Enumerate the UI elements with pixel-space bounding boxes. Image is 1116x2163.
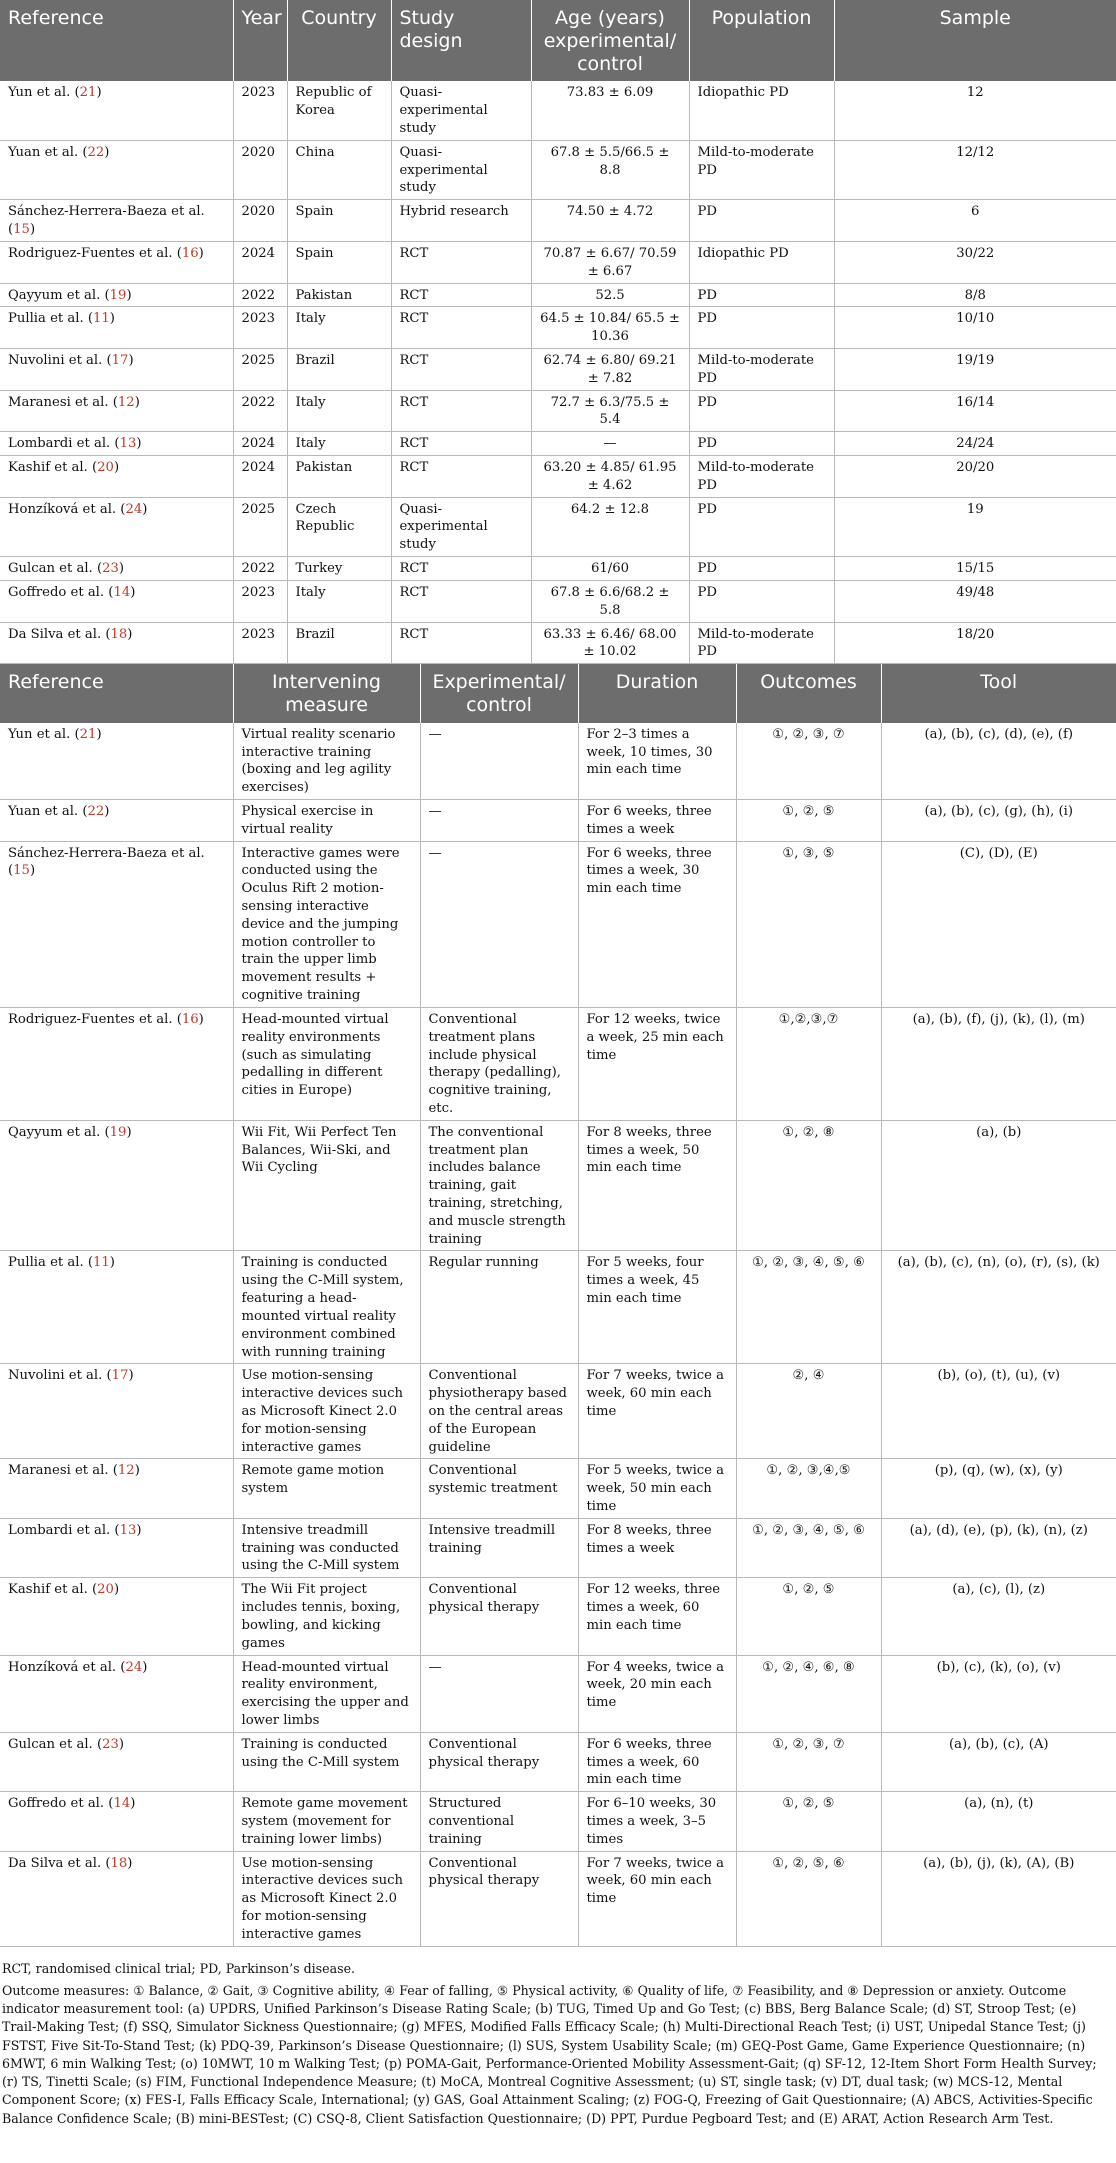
intervening-measure-cell: Remote game motion system [233,1459,420,1518]
header-study-design: Study design [391,0,531,81]
duration-cell: For 8 weeks, three times a week [578,1518,736,1577]
year-cell: 2023 [233,622,287,664]
reference-cell: Gulcan et al. (23) [0,557,233,581]
experimental-control-cell: Regular running [420,1251,578,1364]
reference-cell: Kashif et al. (20) [0,1578,233,1655]
age-cell: — [531,432,689,456]
table-row [0,497,1116,556]
study-design-cell: Hybrid research [391,200,531,242]
citation-link[interactable]: 20 [97,460,114,476]
reference-cell: Maranesi et al. (12) [0,1459,233,1518]
header-reference: Reference [0,0,233,81]
reference-author: Da Silva et al. ( [8,626,111,642]
table-footnotes [0,1947,1116,2128]
year-cell: 2020 [233,140,287,199]
year-cell: 2024 [233,241,287,283]
study-design-cell: RCT [391,348,531,390]
year-cell: 2022 [233,390,287,432]
reference-author: Qayyum et al. ( [8,1124,110,1140]
population-cell: Mild-to-moderate PD [689,348,834,390]
table1-header-row [0,0,1116,81]
duration-cell: For 6 weeks, three times a week, 30 min each time [578,841,736,1007]
study-design-cell: RCT [391,580,531,622]
outcomes-cell: ①, ②, ③, ④, ⑤, ⑥ [736,1251,881,1364]
outcomes-cell: ①, ②, ③, ④, ⑤, ⑥ [736,1518,881,1577]
outcome-measures-note: Outcome measures: ① Balance, ② Gait, ③ Cognitive ability, ④ Fear of falling, ⑤ Physical activity, ⑥ Quality of life, ⑦ Feasibility, and ⑧ Depression or anxiety. Outcome indicator measurement tool: (a) UPDRS, Unified Parkinson’s Disease Rating Scale; (b) TUG, Timed Up and Go Test; (c) BBS, Berg Balance Scale; (d) ST, Stroop Test; (e) Trail-Making Test; (f) SSQ, Simulator Sickness Questionnaire; (g) MFES, Modified Falls Efficacy Scale; (h) Multi-Directional Reach Test; (i) UST, Unipedal Stance Test; (j) FSTST, Five Sit-To-Stand Test; (k) PDQ-39, Parkinson’s Disease Questionnaire; (l) SUS, System Usability Scale; (m) GEQ-Post Game, Game Experience Questionnaire; (n) 6MWT, 6 min Walking Test; (o) 10MWT, 10 m Walking Test; (p) POMA-Gait, Performance-Oriented Mobility Assessment-Gait; (q) SF-12, 12-Item Short Form Health Survey; (r) TS, Tinetti Scale; (s) FIM, Functional Independence Measure; (t) MoCA, Montreal Cognitive Assessment; (u) ST, single task; (v) DT, dual task; (w) MCS-12, Mental Component Score; (x) FES-I, Falls Efficacy Scale, International; (y) GAS, Goal Attainment Scaling; (z) FOG-Q, Freezing of Gait Questionnaire; (A) ABCS, Activities-Specific Balance Confidence Scale; (B) mini-BESTest; (C) CSQ-8, Client Satisfaction Questionnaire; (D) PPT, Purdue Pegboard Test; and (E) ARAT, Action Research Arm Test. [2,1982,1097,2126]
table-row [0,200,1116,242]
reference-cell: Pullia et al. (11) [0,307,233,349]
duration-cell: For 6 weeks, three times a week [578,799,736,841]
outcomes-cell: ①, ②, ⑤, ⑥ [736,1851,881,1946]
intervening-measure-cell: Physical exercise in virtual reality [233,799,420,841]
reference-author: Yuan et al. ( [8,803,88,819]
sample-cell: 16/14 [834,390,1116,432]
study-characteristics-table [0,0,1116,664]
tool-cell: (a), (b), (c), (A) [881,1732,1116,1791]
age-cell: 63.33 ± 6.46/ 68.00 ± 10.02 [531,622,689,664]
tool-cell: (b), (c), (k), (o), (v) [881,1655,1116,1732]
abbreviations-note: RCT, randomised clinical trial; PD, Parkinson’s disease. [2,1960,356,1976]
duration-cell: For 5 weeks, four times a week, 45 min each time [578,1251,736,1364]
citation-link[interactable]: 16 [181,1011,199,1027]
sample-cell: 6 [834,200,1116,242]
reference-cell: Kashif et al. (20) [0,456,233,498]
citation-link[interactable]: 19 [109,1124,127,1140]
duration-cell: For 6–10 weeks, 30 times a week, 3–5 times [578,1792,736,1851]
reference-cell: Yuan et al. (22) [0,799,233,841]
experimental-control-cell: Intensive treadmill training [420,1518,578,1577]
table-row [0,283,1116,307]
citation-link[interactable]: 21 [79,85,97,101]
header-sample: Sample [834,0,1116,81]
population-cell: Mild-to-moderate PD [689,622,834,664]
outcomes-cell: ①, ②, ③, ⑦ [736,1732,881,1791]
duration-cell: For 12 weeks, three times a week, 60 min each time [578,1578,736,1655]
sample-cell: 19 [834,497,1116,556]
citation-link[interactable]: 14 [113,584,131,600]
reference-cell: Honzíková et al. (24) [0,497,233,556]
reference-author: Kashif et al. ( [8,1582,98,1598]
population-cell: PD [689,283,834,307]
citation-link[interactable]: 12 [117,1463,135,1479]
citation-link[interactable]: 19 [109,287,127,303]
population-cell: Mild-to-moderate PD [689,140,834,199]
table2-body [0,723,1116,1947]
reference-author: Goffredo et al. ( [8,1796,114,1812]
reference-cell: Nuvolini et al. (17) [0,1364,233,1459]
reference-cell: Lombardi et al. (13) [0,432,233,456]
population-cell: Idiopathic PD [689,241,834,283]
sample-cell: 10/10 [834,307,1116,349]
reference-cell: Qayyum et al. (19) [0,283,233,307]
table-row [0,432,1116,456]
table-row [0,1578,1116,1655]
country-cell: Republic of Korea [287,81,391,140]
reference-author: Sánchez-Herrera-Baeza et al. ( [8,204,205,238]
reference-author: Pullia et al. ( [8,1255,93,1271]
reference-cell: Yun et al. (21) [0,81,233,140]
year-cell: 2024 [233,432,287,456]
intervening-measure-cell: Intensive treadmill training was conducted using the C-Mill system [233,1518,420,1577]
population-cell: PD [689,307,834,349]
table-row [0,307,1116,349]
reference-author: Nuvolini et al. ( [8,352,112,368]
reference-cell: Yuan et al. (22) [0,140,233,199]
table-row [0,1459,1116,1518]
country-cell: China [287,140,391,199]
experimental-control-cell: — [420,799,578,841]
experimental-control-cell: Conventional physical therapy [420,1732,578,1791]
reference-cell: Sánchez-Herrera-Baeza et al. (15) [0,841,233,1007]
age-cell: 61/60 [531,557,689,581]
reference-cell: Goffredo et al. (14) [0,1792,233,1851]
reference-cell: Rodriguez-Fuentes et al. (16) [0,241,233,283]
country-cell: Spain [287,241,391,283]
country-cell: Italy [287,307,391,349]
population-cell: PD [689,580,834,622]
year-cell: 2022 [233,283,287,307]
country-cell: Brazil [287,622,391,664]
outcomes-cell: ②, ④ [736,1364,881,1459]
table-row [0,348,1116,390]
reference-author: Honzíková et al. ( [8,1659,126,1675]
citation-link[interactable]: 23 [102,1736,119,1752]
population-cell: PD [689,432,834,456]
intervening-measure-cell: Training is conducted using the C-Mill system, featuring a head-mounted virtual reality environment combined with running training [233,1251,420,1364]
outcomes-cell: ①, ②, ⑤ [736,799,881,841]
year-cell: 2020 [233,200,287,242]
outcomes-cell: ①, ②, ③, ⑦ [736,723,881,800]
reference-cell: Qayyum et al. (19) [0,1120,233,1251]
experimental-control-cell: The conventional treatment plan includes balance training, gait training, stretching, and muscle strength training [420,1120,578,1251]
study-design-cell: RCT [391,283,531,307]
sample-cell: 49/48 [834,580,1116,622]
experimental-control-cell: — [420,841,578,1007]
outcomes-cell: ①,②,③,⑦ [736,1007,881,1120]
tool-cell: (a), (c), (l), (z) [881,1578,1116,1655]
intervening-measure-cell: Training is conducted using the C-Mill system [233,1732,420,1791]
citation-link[interactable]: 24 [125,1659,143,1675]
intervening-measure-cell: Use motion-sensing interactive devices such as Microsoft Kinect 2.0 for motion-sensing interactive games [233,1364,420,1459]
reference-cell: Nuvolini et al. (17) [0,348,233,390]
sample-cell: 12 [834,81,1116,140]
experimental-control-cell: Conventional treatment plans include physical therapy (pedalling), cognitive training, etc. [420,1007,578,1120]
tool-cell: (a), (n), (t) [881,1792,1116,1851]
header-reference: Reference [0,664,233,723]
reference-cell: Da Silva et al. (18) [0,1851,233,1946]
age-cell: 70.87 ± 6.67/ 70.59 ± 6.67 [531,241,689,283]
reference-author: Lombardi et al. ( [8,1522,120,1538]
table-row [0,841,1116,1007]
table-row [0,390,1116,432]
country-cell: Italy [287,390,391,432]
table-row [0,799,1116,841]
tool-cell: (a), (d), (e), (p), (k), (n), (z) [881,1518,1116,1577]
header-experimental-control: Experimental/ control [420,664,578,723]
year-cell: 2025 [233,497,287,556]
country-cell: Spain [287,200,391,242]
country-cell: Czech Republic [287,497,391,556]
reference-cell: Pullia et al. (11) [0,1251,233,1364]
age-cell: 74.50 ± 4.72 [531,200,689,242]
experimental-control-cell: Conventional physiotherapy based on the central areas of the European guideline [420,1364,578,1459]
duration-cell: For 4 weeks, twice a week, 20 min each time [578,1655,736,1732]
intervening-measure-cell: Remote game movement system (movement for training lower limbs) [233,1792,420,1851]
age-cell: 62.74 ± 6.80/ 69.21 ± 7.82 [531,348,689,390]
table-row [0,1364,1116,1459]
citation-link[interactable]: 15 [13,863,30,879]
reference-author: Lombardi et al. ( [8,436,120,452]
citation-link[interactable]: 18 [110,626,128,642]
duration-cell: For 7 weeks, twice a week, 60 min each time [578,1851,736,1946]
country-cell: Italy [287,432,391,456]
study-design-cell: RCT [391,456,531,498]
table-row [0,1851,1116,1946]
header-outcomes: Outcomes [736,664,881,723]
year-cell: 2023 [233,307,287,349]
experimental-control-cell: — [420,723,578,800]
sample-cell: 24/24 [834,432,1116,456]
population-cell: PD [689,557,834,581]
header-tool: Tool [881,664,1116,723]
experimental-control-cell: Structured conventional training [420,1792,578,1851]
duration-cell: For 2–3 times a week, 10 times, 30 min each time [578,723,736,800]
study-design-cell: RCT [391,557,531,581]
experimental-control-cell: — [420,1655,578,1732]
tool-cell: (a), (b), (c), (d), (e), (f) [881,723,1116,800]
age-cell: 67.8 ± 5.5/66.5 ± 8.8 [531,140,689,199]
table-row [0,1251,1116,1364]
tool-cell: (a), (b), (c), (g), (h), (i) [881,799,1116,841]
tool-cell: (p), (q), (w), (x), (y) [881,1459,1116,1518]
citation-link[interactable]: 13 [119,436,137,452]
intervening-measure-cell: Wii Fit, Wii Perfect Ten Balances, Wii-Ski, and Wii Cycling [233,1120,420,1251]
citation-link[interactable]: 17 [111,1368,129,1384]
reference-author: Qayyum et al. ( [8,287,110,303]
citation-link[interactable]: 12 [117,394,135,410]
header-age: Age (years) experimental/ control [531,0,689,81]
age-cell: 73.83 ± 6.09 [531,81,689,140]
reference-author: Gulcan et al. ( [8,561,103,577]
outcomes-cell: ①, ②, ④, ⑥, ⑧ [736,1655,881,1732]
table2-header-row [0,664,1116,723]
reference-author: Yuan et al. ( [8,144,88,160]
reference-cell: Lombardi et al. (13) [0,1518,233,1577]
intervening-measure-cell: The Wii Fit project includes tennis, boxing, bowling, and kicking games [233,1578,420,1655]
tool-cell: (a), (b), (f), (j), (k), (l), (m) [881,1007,1116,1120]
duration-cell: For 5 weeks, twice a week, 50 min each time [578,1459,736,1518]
experimental-control-cell: Conventional systemic treatment [420,1459,578,1518]
year-cell: 2022 [233,557,287,581]
tool-cell: (a), (b), (c), (n), (o), (r), (s), (k) [881,1251,1116,1364]
citation-link[interactable]: 14 [113,1796,131,1812]
reference-author: Nuvolini et al. ( [8,1368,112,1384]
citation-link[interactable]: 11 [92,311,110,327]
reference-author: Rodriguez-Fuentes et al. ( [8,1011,182,1027]
header-intervening-measure: Intervening measure [233,664,420,723]
table-row [0,1120,1116,1251]
outcomes-cell: ①, ③, ⑤ [736,841,881,1007]
population-cell: PD [689,497,834,556]
outcomes-cell: ①, ②, ⑤ [736,1578,881,1655]
reference-author: Pullia et al. ( [8,311,93,327]
study-design-cell: RCT [391,622,531,664]
reference-cell: Goffredo et al. (14) [0,580,233,622]
reference-author: Yun et al. ( [8,85,80,101]
table-row [0,557,1116,581]
reference-author: Rodriguez-Fuentes et al. ( [8,245,182,261]
citation-link[interactable]: 23 [102,561,119,577]
population-cell: PD [689,390,834,432]
study-design-cell: Quasi-experimental study [391,140,531,199]
citation-link[interactable]: 22 [87,144,105,160]
reference-author: Honzíková et al. ( [8,501,126,517]
age-cell: 52.5 [531,283,689,307]
study-design-cell: Quasi-experimental study [391,497,531,556]
year-cell: 2023 [233,81,287,140]
citation-link[interactable]: 15 [13,222,30,238]
table-row [0,580,1116,622]
year-cell: 2024 [233,456,287,498]
tool-cell: (a), (b) [881,1120,1116,1251]
reference-author: Sánchez-Herrera-Baeza et al. ( [8,845,205,879]
year-cell: 2023 [233,580,287,622]
table-row [0,81,1116,140]
study-design-cell: RCT [391,432,531,456]
table-row [0,456,1116,498]
reference-cell: Da Silva et al. (18) [0,622,233,664]
population-cell: Idiopathic PD [689,81,834,140]
population-cell: Mild-to-moderate PD [689,456,834,498]
year-cell: 2025 [233,348,287,390]
age-cell: 64.2 ± 12.8 [531,497,689,556]
reference-author: Yun et al. ( [8,726,80,742]
reference-author: Kashif et al. ( [8,460,98,476]
header-population: Population [689,0,834,81]
study-design-cell: RCT [391,390,531,432]
age-cell: 64.5 ± 10.84/ 65.5 ± 10.36 [531,307,689,349]
sample-cell: 12/12 [834,140,1116,199]
reference-cell: Sánchez-Herrera-Baeza et al. (15) [0,200,233,242]
sample-cell: 30/22 [834,241,1116,283]
country-cell: Pakistan [287,456,391,498]
table-row [0,1732,1116,1791]
intervening-measure-cell: Head-mounted virtual reality environments (such as simulating pedalling in different cities in Europe) [233,1007,420,1120]
experimental-control-cell: Conventional physical therapy [420,1851,578,1946]
table-row [0,1518,1116,1577]
citation-link[interactable]: 11 [92,1255,110,1271]
citation-link[interactable]: 17 [111,352,129,368]
outcomes-cell: ①, ②, ⑧ [736,1120,881,1251]
header-country: Country [287,0,391,81]
citation-link[interactable]: 22 [87,803,105,819]
study-design-cell: Quasi-experimental study [391,81,531,140]
duration-cell: For 7 weeks, twice a week, 60 min each time [578,1364,736,1459]
intervening-measure-cell: Head-mounted virtual reality environment, exercising the upper and lower limbs [233,1655,420,1732]
duration-cell: For 8 weeks, three times a week, 50 min each time [578,1120,736,1251]
citation-link[interactable]: 20 [97,1582,114,1598]
table1-body [0,81,1116,663]
population-cell: PD [689,200,834,242]
citation-link[interactable]: 24 [125,501,143,517]
citation-link[interactable]: 18 [110,1855,128,1871]
reference-cell: Gulcan et al. (23) [0,1732,233,1791]
reference-cell: Honzíková et al. (24) [0,1655,233,1732]
reference-author: Maranesi et al. ( [8,394,118,410]
citation-link[interactable]: 21 [79,726,97,742]
reference-cell: Maranesi et al. (12) [0,390,233,432]
country-cell: Turkey [287,557,391,581]
study-design-cell: RCT [391,307,531,349]
country-cell: Pakistan [287,283,391,307]
sample-cell: 19/19 [834,348,1116,390]
outcomes-cell: ①, ②, ③,④,⑤ [736,1459,881,1518]
reference-author: Gulcan et al. ( [8,1736,103,1752]
reference-author: Goffredo et al. ( [8,584,114,600]
study-design-cell: RCT [391,241,531,283]
table-row [0,241,1116,283]
reference-author: Maranesi et al. ( [8,1463,118,1479]
table-row [0,1007,1116,1120]
sample-cell: 15/15 [834,557,1116,581]
tool-cell: (C), (D), (E) [881,841,1116,1007]
age-cell: 72.7 ± 6.3/75.5 ± 5.4 [531,390,689,432]
intervening-measure-cell: Interactive games were conducted using the Oculus Rift 2 motion-sensing interactive device and the jumping motion controller to train the upper limb movement results + cognitive training [233,841,420,1007]
reference-cell: Rodriguez-Fuentes et al. (16) [0,1007,233,1120]
citation-link[interactable]: 16 [181,245,199,261]
country-cell: Italy [287,580,391,622]
sample-cell: 18/20 [834,622,1116,664]
outcomes-cell: ①, ②, ⑤ [736,1792,881,1851]
tool-cell: (a), (b), (j), (k), (A), (B) [881,1851,1116,1946]
duration-cell: For 12 weeks, twice a week, 25 min each time [578,1007,736,1120]
intervention-details-table [0,664,1116,1947]
reference-author: Da Silva et al. ( [8,1855,111,1871]
table-row [0,723,1116,800]
experimental-control-cell: Conventional physical therapy [420,1578,578,1655]
intervening-measure-cell: Virtual reality scenario interactive training (boxing and leg agility exercises) [233,723,420,800]
sample-cell: 20/20 [834,456,1116,498]
citation-link[interactable]: 13 [119,1522,137,1538]
header-year: Year [233,0,287,81]
reference-cell: Yun et al. (21) [0,723,233,800]
intervening-measure-cell: Use motion-sensing interactive devices such as Microsoft Kinect 2.0 for motion-sensing interactive games [233,1851,420,1946]
age-cell: 67.8 ± 6.6/68.2 ± 5.8 [531,580,689,622]
country-cell: Brazil [287,348,391,390]
table-row [0,1655,1116,1732]
sample-cell: 8/8 [834,283,1116,307]
header-duration: Duration [578,664,736,723]
table-row [0,140,1116,199]
table-row [0,622,1116,664]
duration-cell: For 6 weeks, three times a week, 60 min each time [578,1732,736,1791]
table-row [0,1792,1116,1851]
age-cell: 63.20 ± 4.85/ 61.95 ± 4.62 [531,456,689,498]
tool-cell: (b), (o), (t), (u), (v) [881,1364,1116,1459]
